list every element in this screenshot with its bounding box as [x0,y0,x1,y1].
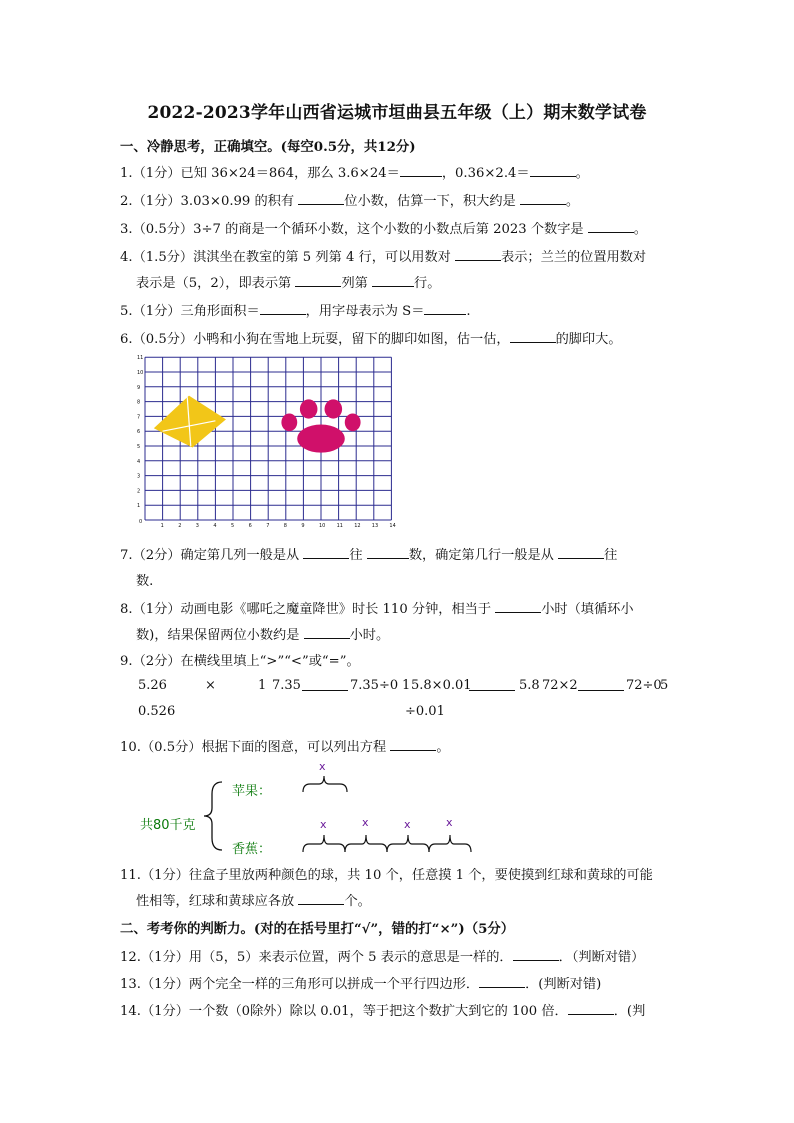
q7-text-a: 7.（2分）确定第几列一般是从 [120,548,304,563]
answer-blank[interactable] [530,164,576,177]
q13-text-a: 13.（1分）两个完全一样的三角形可以拼成一个平行四边形． [120,977,480,992]
grid-origin-label: 0 [139,519,143,525]
answer-blank[interactable] [469,678,515,695]
q9-c2c: 1 [402,678,411,693]
answer-blank[interactable] [588,220,634,233]
banana-label: 香蕉： [232,842,272,857]
q2-text-a: 2.（1分）3.03×0.99 的积有 [120,194,299,209]
question-14 [120,1000,645,1019]
question-2 [120,190,579,209]
apple-label: 苹果： [232,784,272,799]
answer-blank[interactable] [568,1002,614,1015]
y-tick-label: 3 [137,473,141,480]
y-tick-label: 7 [137,414,141,421]
q2-text-c: 。 [565,194,580,209]
banana-braces [302,830,474,854]
paw-toe [281,413,297,431]
q13-text-b: ．(判断对错) [525,977,602,992]
answer-blank[interactable] [558,546,604,559]
answer-blank[interactable] [372,274,414,287]
q8-text-b: 小时（填循环小 [541,602,634,617]
y-tick-label: 9 [137,384,141,391]
q4-text-d: 列第 [341,276,373,291]
question-12 [120,946,644,965]
answer-blank[interactable] [495,600,541,613]
paw-toe [300,399,318,418]
question-3 [120,218,647,237]
q11-text-b: 性相等，红球和黄球应各放 [136,894,299,909]
q11-text-c: 个。 [344,894,371,909]
answer-blank[interactable] [578,678,624,695]
banana-x-4: x [446,816,453,829]
q9-c1d: 0.526 [138,704,176,719]
y-tick-label: 2 [137,488,141,495]
question-13 [120,973,601,992]
y-tick-label: 8 [137,399,141,406]
paw-pad [297,425,345,453]
banana-x-3: x [404,818,411,831]
q5-text-b: ，用字母表示为 S＝ [305,304,425,319]
question-5 [120,300,471,319]
section-1-heading: 一、冷静思考，正确填空。(每空0.5分，共12分) [120,139,416,155]
answer-blank[interactable] [302,678,348,695]
answer-blank[interactable] [479,975,525,988]
question-8-line-1 [120,598,634,617]
page-title: 2022-2023学年山西省运城市垣曲县五年级（上）期末数学试卷 [147,103,647,123]
answer-blank[interactable] [298,892,344,905]
x-tick-label: 8 [283,523,287,529]
q9-c1b: × [205,678,216,693]
answer-blank[interactable] [298,192,344,205]
question-11-line-2 [136,890,371,909]
q9-c1c: 1 [258,678,267,693]
question-7-line-2: 数. [136,574,154,589]
q4-text-a: 4.（1.5分）淇淇坐在教室的第 5 列第 4 行，可以用数对 [120,250,456,265]
answer-blank[interactable] [367,546,409,559]
x-tick-label: 4 [213,523,217,529]
left-curly-brace [200,780,230,852]
question-8-line-2 [136,624,389,643]
q9-c1a: 5.26 [138,678,167,693]
footprint-grid [135,350,405,530]
q12-text-a: 12.（1分）用（5，5）来表示位置，两个 5 表示的意思是一样的． [120,950,513,965]
banana-brace-segment [387,835,429,852]
question-1 [120,162,589,181]
banana-brace-segment [303,835,345,852]
y-tick-label: 1 [137,503,141,510]
q1-text-c: 。 [575,166,589,181]
x-tick-label: 2 [178,523,182,529]
q4-text-c: 表示是（5，2），即表示第 [136,276,296,291]
x-tick-label: 14 [389,523,396,529]
q4-text-e: 行。 [414,276,441,291]
question-10 [120,736,450,755]
paw-toe [345,413,361,431]
y-tick-label: 11 [137,355,144,362]
x-tick-label: 13 [371,523,379,529]
question-6 [120,328,622,347]
q6-text-a: 6.（0.5分）小鸭和小狗在雪地上玩耍，留下的脚印如图，估一估， [120,332,510,347]
question-4-line-2 [136,272,440,291]
q14-text-a: 14.（1分）一个数（0除外）除以 0.01，等于把这个数扩大到它的 100 倍． [120,1004,568,1019]
q10-text-b: 。 [436,740,450,755]
banana-brace-segment [429,835,471,852]
total-label: 共80千克 [140,818,196,833]
answer-blank[interactable] [520,192,566,205]
q8-text-a: 8.（1分）动画电影《哪吒之魔童降世》时长 110 分钟，相当于 [120,602,496,617]
banana-brace-segment [345,835,387,852]
q7-text-d: 往 [604,548,618,563]
apple-brace [302,772,348,794]
q9-c4c: 5 [660,678,669,693]
answer-blank[interactable] [424,302,466,315]
q8-text-c: 数)，结果保留两位小数约是 [136,628,304,643]
answer-blank[interactable] [295,274,341,287]
y-tick-label: 5 [137,444,141,450]
answer-blank[interactable] [400,164,442,177]
x-tick-label: 12 [354,523,361,529]
question-9: 9.（2分）在横线里填上“>”“<”或“=”。 [120,654,360,669]
q3-text-b: 。 [633,222,647,237]
y-tick-label: 6 [137,429,141,436]
x-tick-label: 1 [160,523,164,529]
q1-text-a: 1.（1分）已知 36×24＝864，那么 3.6×24＝ [120,166,400,181]
q9-c2a: 7.35 [272,678,301,693]
q9-c3a: 5.8×0.01 [411,678,472,693]
x-tick-label: 7 [266,523,270,529]
x-tick-label: 11 [336,523,343,529]
question-4-line-1 [120,246,646,265]
q14-text-b: ．(判 [613,1004,646,1019]
y-tick-label: 4 [137,458,141,465]
q3-text-a: 3.（0.5分）3÷7 的商是一个循环小数，这个小数的小数点后第 2023 个数字是 [120,222,588,237]
banana-x-2: x [362,816,369,829]
answer-blank[interactable] [455,248,501,261]
x-tick-label: 5 [231,523,235,529]
x-tick-label: 9 [301,523,305,529]
q9-c3b: 5.8 [519,678,540,693]
question-11-line-1: 11.（1分）往盒子里放两种颜色的球，共 10 个，任意摸 1 个，要使摸到红球和黄球的可能 [120,868,653,883]
answer-blank[interactable] [304,626,350,639]
q1-text-b: ，0.36×2.4＝ [441,166,530,181]
q7-text-c: 数，确定第几行一般是从 [408,548,559,563]
answer-blank[interactable] [510,330,556,343]
q9-c4b: 72÷0 [626,678,662,693]
x-tick-label: 10 [319,523,326,529]
q8-text-d: 小时。 [349,628,390,643]
q2-text-b: 位小数，估算一下，积大约是 [344,194,520,209]
section-2-heading: 二、考考你的判断力。(对的在括号里打“√”，错的打“×”)（5分） [120,921,515,937]
x-tick-label: 3 [195,523,199,529]
answer-blank[interactable] [260,302,306,315]
q5-text-a: 5.（1分）三角形面积＝ [120,304,260,319]
q9-c4a: 72×2 [542,678,578,693]
paw-toe [325,399,343,418]
x-tick-label: 6 [248,523,252,529]
q6-text-b: 的脚印大。 [555,332,622,347]
q10-text-a: 10.（0.5分）根据下面的图意，可以列出方程 [120,740,391,755]
q5-text-c: . [466,304,471,319]
q9-c4d: ÷0.01 [405,704,445,719]
q9-c2b: 7.35÷0 [350,678,399,693]
q12-text-b: ．（判断对错） [558,950,645,965]
q7-text-b: 往 [349,548,367,563]
apple-x: x [319,760,326,773]
question-7-line-1 [120,544,617,563]
y-tick-label: 10 [137,370,144,376]
q4-text-b: 表示；兰兰的位置用数对 [501,250,647,265]
answer-blank[interactable] [303,546,349,559]
answer-blank[interactable] [513,948,559,961]
answer-blank[interactable] [390,738,436,751]
banana-x-1: x [320,818,327,831]
